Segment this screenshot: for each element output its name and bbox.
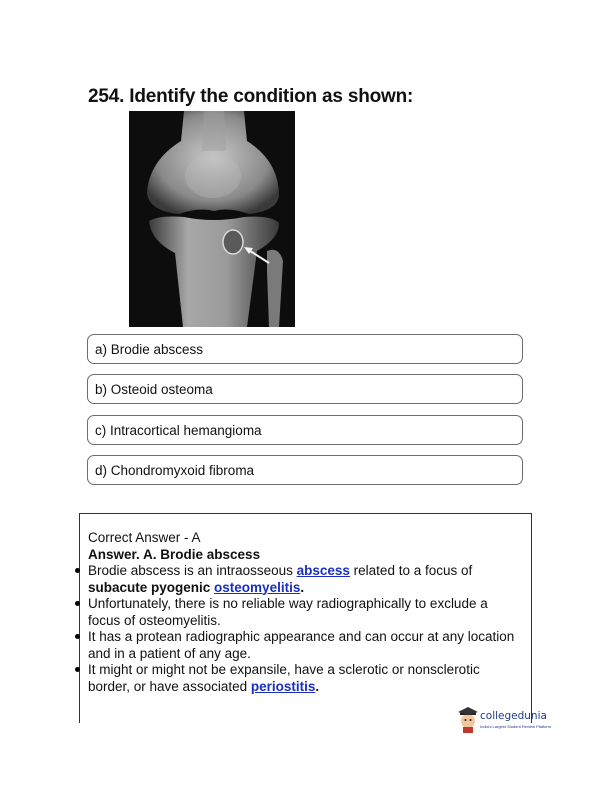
logo-tagline: India's Largest Student Review Platform xyxy=(480,724,552,729)
mascot-icon xyxy=(458,707,478,733)
logo-name: collegedunia xyxy=(480,710,547,722)
bullet-text: related to a focus of xyxy=(349,563,473,578)
bullet-text: It has a protean radiographic appearance and can occur at any location and in a patient of any age. xyxy=(88,629,515,661)
correct-answer: Correct Answer - A xyxy=(88,530,201,545)
list-item xyxy=(88,662,521,695)
periostitis-link[interactable]: periostitis xyxy=(250,678,316,694)
answer-box xyxy=(79,513,532,723)
option-a[interactable]: a) Brodie abscess xyxy=(87,334,523,364)
option-d[interactable]: d) Chondromyxoid fibroma xyxy=(87,455,523,485)
bullet-text: It might or might not be expansile, have a sclerotic or nonsclerotic border, or have associated xyxy=(88,662,480,694)
bullet-text: Unfortunately, there is no reliable way radiographically to exclude a focus of osteomyelitis. xyxy=(88,596,488,628)
answer-heading: Answer. A. Brodie abscess xyxy=(88,546,261,562)
knee-xray-image xyxy=(129,111,295,327)
list-item xyxy=(88,629,521,662)
bullet-icon xyxy=(75,667,80,672)
abscess-link[interactable]: abscess xyxy=(296,563,350,578)
period-text: . xyxy=(315,678,320,694)
bold-text: subacute pyogenic xyxy=(88,579,211,595)
bullet-text: Brodie abscess is an intraosseous xyxy=(88,563,297,578)
bullet-icon xyxy=(75,634,80,639)
option-c[interactable]: c) Intracortical hemangioma xyxy=(87,415,523,445)
bullet-icon xyxy=(75,568,80,573)
period-text: . xyxy=(300,579,305,595)
explanation-list xyxy=(88,563,521,695)
bullet-icon xyxy=(75,601,80,606)
collegedunia-logo[interactable] xyxy=(458,707,558,737)
list-item xyxy=(88,563,521,596)
list-item xyxy=(88,596,521,629)
option-b[interactable]: b) Osteoid osteoma xyxy=(87,374,523,404)
question-title: 254. Identify the condition as shown: xyxy=(88,86,414,107)
osteomyelitis-link[interactable]: osteomyelitis xyxy=(214,579,301,595)
